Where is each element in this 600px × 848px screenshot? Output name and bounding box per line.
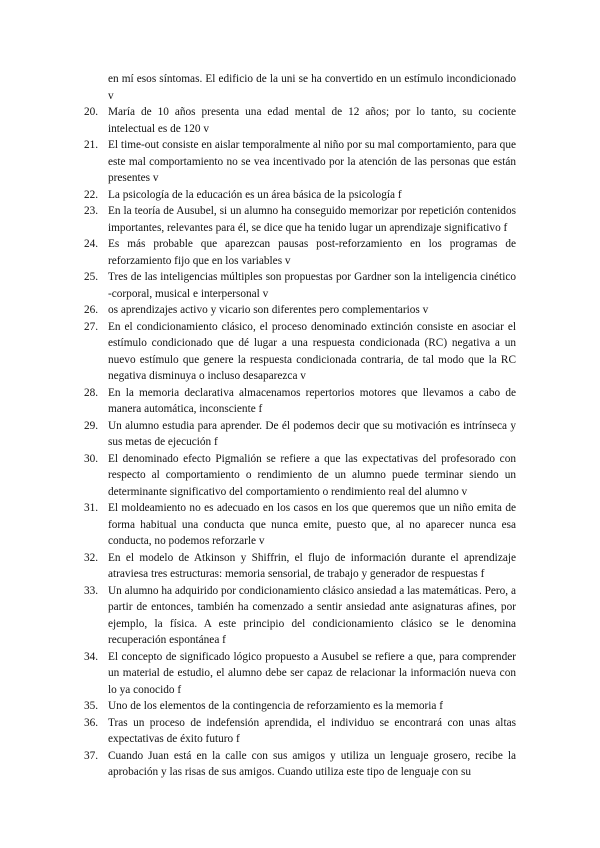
item-number: 29.	[84, 419, 99, 432]
list-item	[84, 269, 516, 302]
list-item	[84, 418, 516, 451]
items-container	[84, 104, 516, 781]
item-number: 23.	[84, 205, 99, 217]
item-text: El denominado efecto Pigmalión se refiere a que las expectativas del profesorado con respecto al comportamiento o rendimiento de un alumno puede terminar siendo un determinante significativo del comportamiento o rendimiento real del alumno v	[108, 452, 516, 498]
item-number: 24.	[84, 238, 99, 250]
list-item	[84, 319, 516, 385]
item-text: El time-out consiste en aislar temporalmente al niño por su mal comportamiento, para que este mal comportamiento no se vea incentivado por la atención de las personas que están presentes v	[108, 139, 516, 184]
item-text: En el condicionamiento clásico, el proceso denominado extinción consiste en asociar el estímulo condicionado que dé lugar a una respuesta condicionada (RC) negativa a un nuevo estímulo que genere la respuesta condicionada contraria, de tal modo que la RC negativa disminuya o incluso desaparezca v	[108, 320, 516, 382]
item-number: 30.	[84, 452, 99, 465]
list-item	[84, 715, 516, 748]
item-text: En el modelo de Atkinson y Shiffrin, el flujo de información durante el aprendizaje atraviesa tres estructuras: memoria sensorial, de trabajo y generador de respuestas f	[108, 551, 516, 580]
item-number: 31.	[84, 502, 99, 514]
item-number: 26.	[84, 304, 99, 316]
continued-item-text: en mí esos síntomas. El edificio de la uni se ha convertido en un estímulo incondicionado v	[108, 73, 516, 102]
item-number: 36.	[84, 716, 99, 729]
item-number: 33.	[84, 584, 99, 597]
list-item	[84, 137, 516, 187]
question-list	[84, 71, 516, 781]
list-item	[84, 583, 516, 649]
item-text: Cuando Juan está en la calle con sus amigos y utiliza un lenguaje grosero, recibe la aprobación y las risas de sus amigos. Cuando utiliza este tipo de lenguaje con su	[108, 749, 516, 778]
list-item	[84, 550, 516, 583]
item-text: Un alumno ha adquirido por condicionamiento clásico ansiedad a las matemáticas. Pero, a partir de entonces, también ha comenzado a sentir ansiedad ante asignaturas afines, por ejemplo, la física. A este principio del condicionamiento clásico se le denomina recuperación espontánea f	[108, 584, 516, 646]
list-item	[84, 649, 516, 699]
item-text: Tras un proceso de indefensión aprendida, el individuo se encontrará con unas altas expectativas de éxito futuro f	[108, 716, 516, 745]
item-number: 35.	[84, 700, 99, 712]
list-item	[84, 451, 516, 501]
list-item	[84, 236, 516, 269]
item-text: María de 10 años presenta una edad mental de 12 años; por lo tanto, su cociente intelectual es de 120 v	[108, 106, 516, 135]
list-item	[84, 385, 516, 418]
item-number: 27.	[84, 320, 99, 333]
list-item	[84, 187, 516, 204]
item-text: En la teoría de Ausubel, si un alumno ha conseguido memorizar por repetición contenidos importantes, relevantes para él, se dice que ha tenido lugar un aprendizaje significativo f	[108, 205, 516, 234]
item-text: Uno de los elementos de la contingencia de reforzamiento es la memoria f	[108, 700, 444, 712]
list-item	[84, 302, 516, 319]
list-item	[84, 500, 516, 550]
item-number: 25.	[84, 271, 99, 283]
item-text: El concepto de significado lógico propuesto a Ausubel se refiere a que, para comprender un material de estudio, el alumno debe ser capaz de relacionar la información nueva con lo ya conocido f	[108, 650, 516, 696]
item-number: 32.	[84, 551, 99, 564]
item-text: El moldeamiento no es adecuado en los casos en los que queremos que un niño emita de forma habitual una conducta que nunca emite, puesto que, al no aparecer nunca esa conducta, no podemos reforzarle v	[108, 502, 516, 547]
item-number: 20.	[84, 106, 99, 118]
item-text: os aprendizajes activo y vicario son diferentes pero complementarios v	[108, 304, 429, 316]
list-item	[84, 698, 516, 715]
item-number: 28.	[84, 386, 99, 399]
list-item	[84, 203, 516, 236]
item-number: 37.	[84, 749, 99, 762]
item-text: Un alumno estudia para aprender. De él podemos decir que su motivación es intrínseca y sus metas de ejecución f	[108, 419, 516, 448]
item-text: La psicología de la educación es un área básica de la psicología f	[108, 188, 402, 201]
list-item	[84, 748, 516, 781]
item-text: En la memoria declarativa almacenamos repertorios motores que llevamos a cabo de manera automática, inconsciente f	[108, 386, 516, 415]
item-text: Es más probable que aparezcan pausas post-reforzamiento en los programas de reforzamiento fijo que en los variables v	[108, 238, 516, 267]
item-text: Tres de las inteligencias múltiples son propuestas por Gardner son la inteligencia cinético -corporal, musical e interpersonal v	[108, 271, 516, 300]
item-number: 34.	[84, 650, 99, 663]
item-number: 21.	[84, 139, 99, 151]
list-item	[84, 104, 516, 137]
item-number: 22.	[84, 188, 99, 201]
